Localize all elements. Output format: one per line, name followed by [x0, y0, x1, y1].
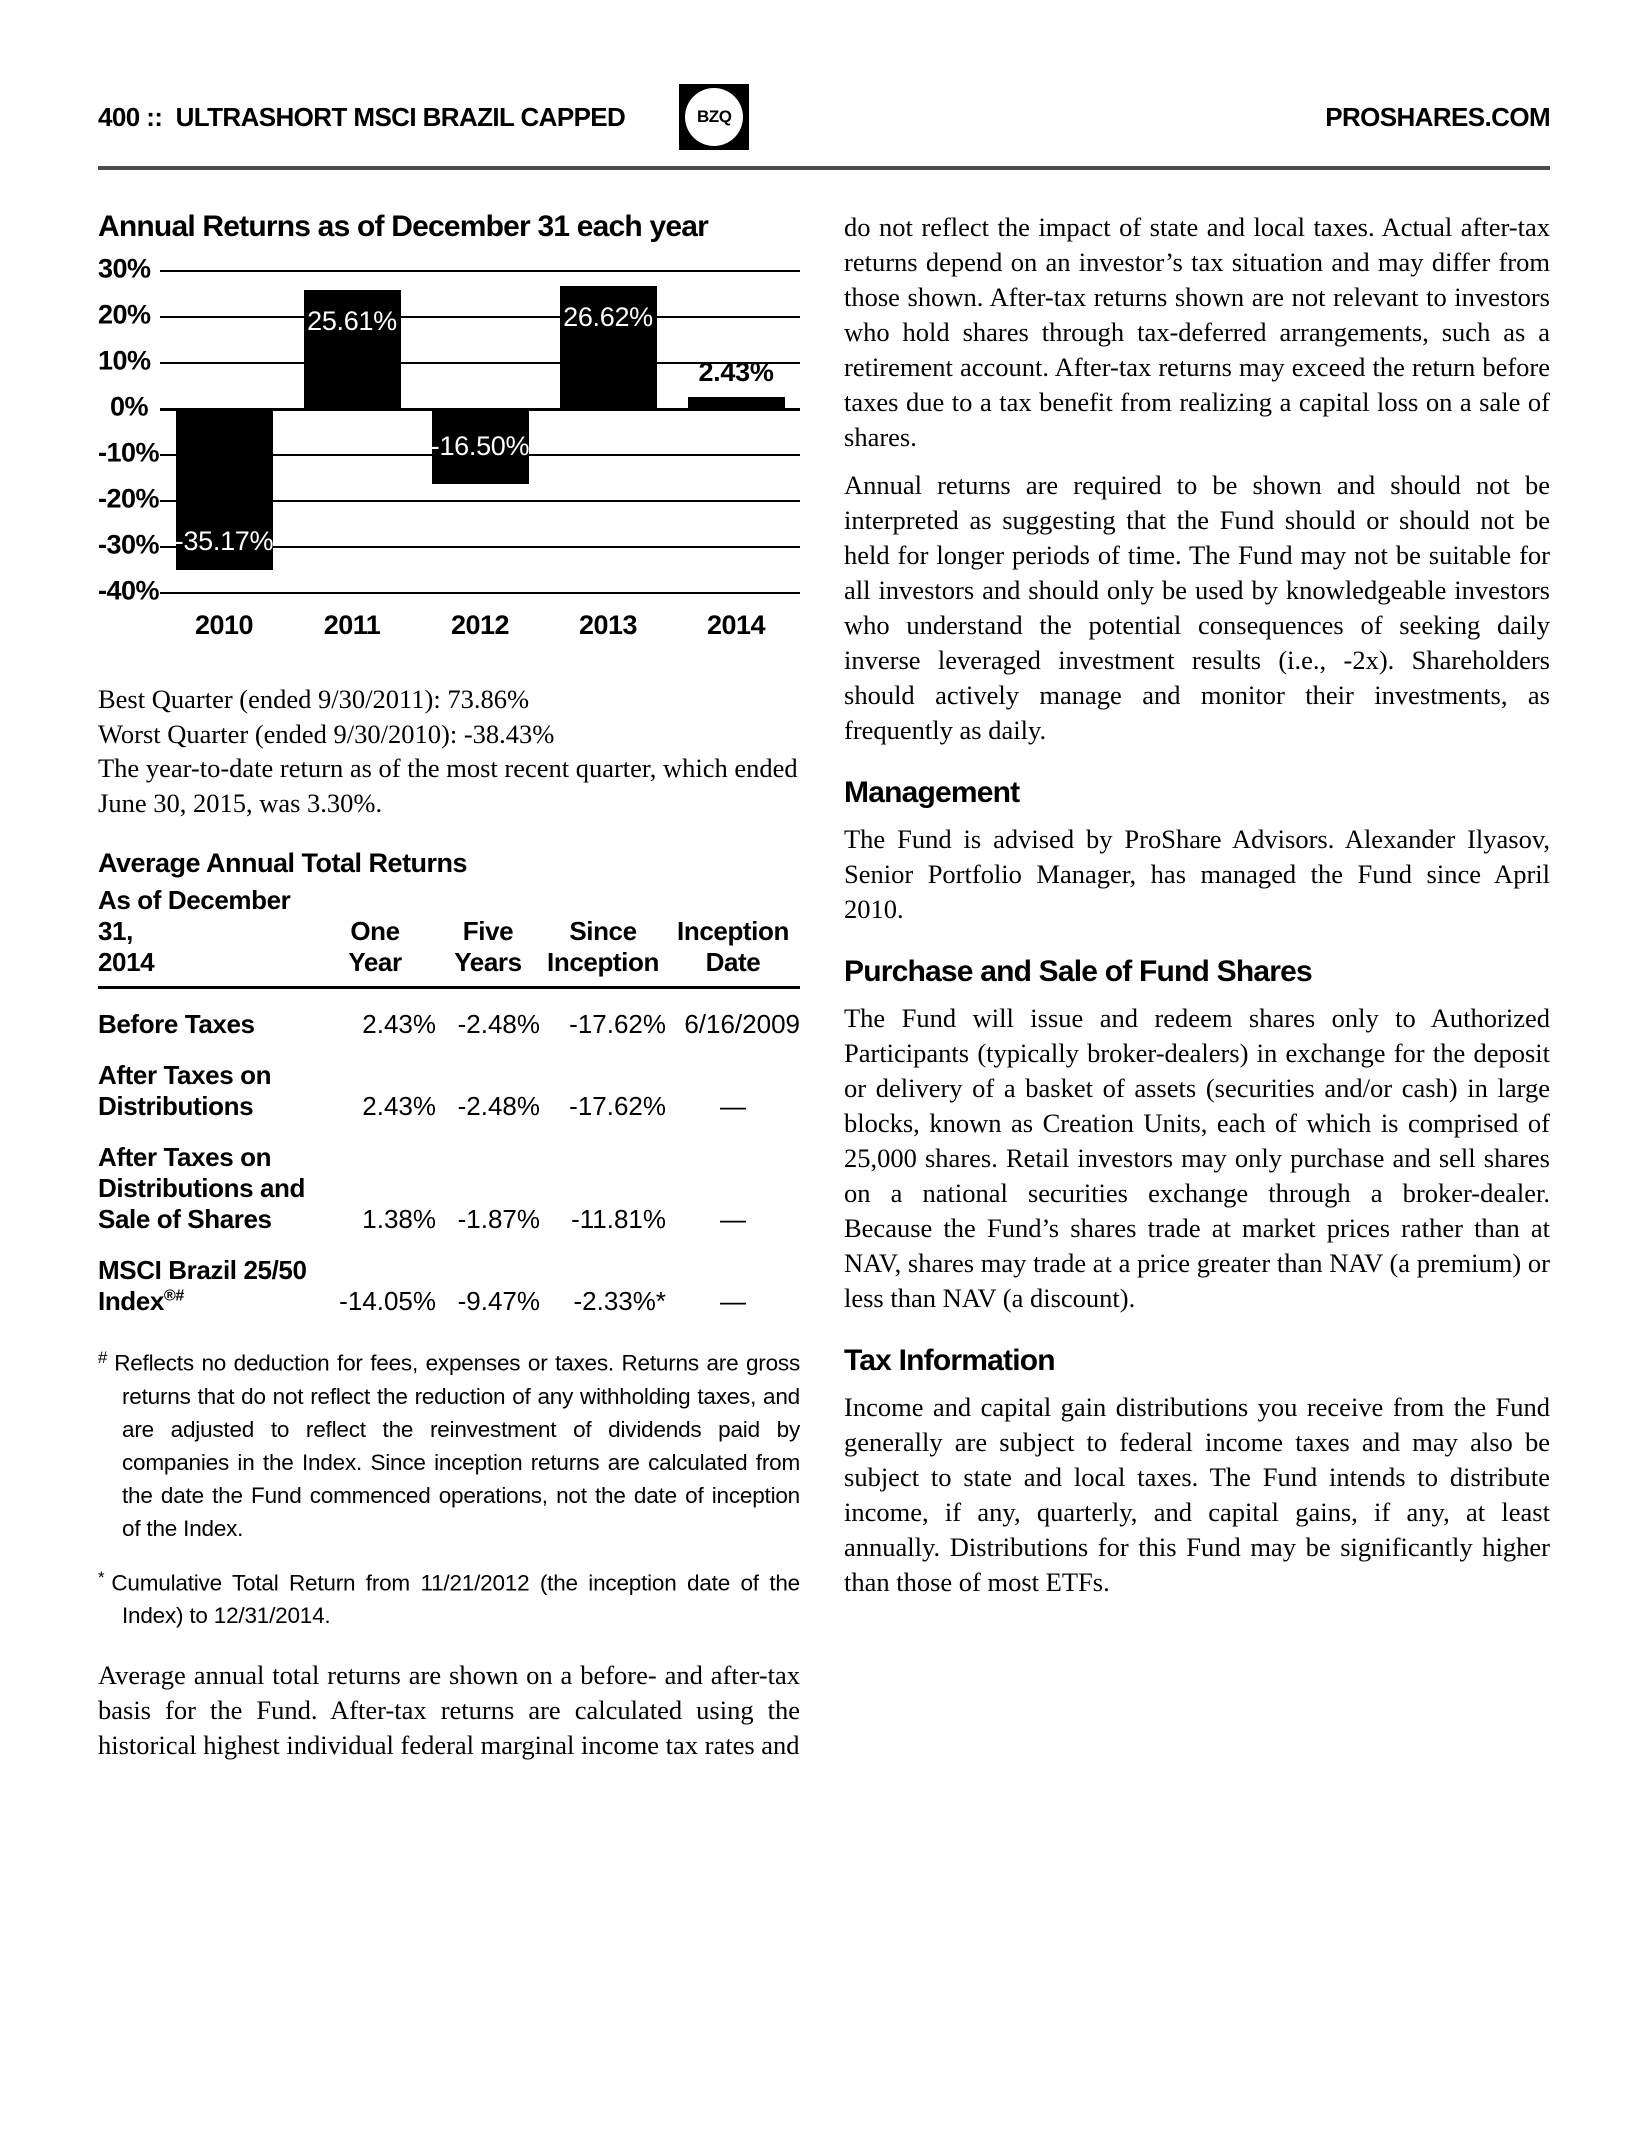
y-axis-tick-label: 20% — [98, 299, 151, 330]
footnote-text: Cumulative Total Return from 11/21/2012 (the inception date of the Index) to 12/31/2014. — [111, 1570, 800, 1629]
tax-information-paragraph: Income and capital gain distributions you receive from the Fund generally are subject to federal income taxes and may also be subject to state and local taxes. The Fund intends to distribute income, if any, quarterly, and capital gains, if any, at least annually. Distributions for this Fund may be significantly higher than those of most ETFs. — [844, 1392, 1550, 1597]
left-column — [98, 210, 800, 1763]
section-heading-purchase-sale: Purchase and Sale of Fund Shares — [844, 955, 1312, 988]
row-value: 2.43% — [362, 1009, 436, 1039]
table-row — [98, 988, 800, 1041]
row-value: — — [720, 1091, 746, 1121]
ticker-label: BZQ — [685, 88, 743, 146]
row-value: -2.48% — [457, 1091, 540, 1121]
y-axis-tick-label: 10% — [98, 345, 151, 376]
gridline — [160, 316, 800, 318]
row-value: -2.33%* — [573, 1286, 666, 1316]
row-label: After Taxes on Distributions — [98, 1060, 272, 1121]
footnote — [98, 1561, 800, 1633]
table-row — [98, 1040, 800, 1122]
bar-value-label: 2.43% — [698, 356, 774, 387]
bar-value-label: -16.50% — [430, 430, 530, 461]
x-axis-tick-label: 2014 — [706, 610, 766, 640]
quarter-performance-notes — [98, 682, 800, 820]
row-label: Before Taxes — [98, 1009, 255, 1039]
fund-name: ULTRASHORT MSCI BRAZIL CAPPED — [175, 101, 626, 132]
gridline — [160, 592, 800, 594]
ticker-badge — [679, 84, 749, 150]
bar-value-label: -35.17% — [174, 525, 274, 556]
bar-value-label: 26.62% — [563, 301, 653, 332]
row-value: — — [720, 1286, 746, 1316]
gridline — [160, 270, 800, 272]
row-value: -11.81% — [571, 1204, 666, 1234]
footnote-marker: * — [98, 1567, 105, 1587]
table-column-header: Since Inception — [540, 885, 666, 988]
header-separator: :: — [139, 101, 176, 132]
worst-quarter-note: Worst Quarter (ended 9/30/2010): -38.43% — [98, 718, 555, 749]
bar-2014 — [688, 397, 785, 408]
returns-table-heading: Average Annual Total Returns — [98, 848, 468, 878]
row-label: MSCI Brazil 25/50 Index®# — [98, 1255, 307, 1316]
table-column-header: Inception Date — [666, 885, 800, 988]
y-axis-tick-label: -20% — [98, 483, 160, 514]
table-header-asof: As of December 31, 2014 — [98, 885, 314, 988]
table-column-header: One Year — [314, 885, 436, 988]
ytd-return-note: The year-to-date return as of the most recent quarter, which ended June 30, 2015, was 3.30%. — [98, 753, 798, 818]
header-title — [98, 102, 625, 133]
average-annual-total-returns-table — [98, 885, 800, 1317]
row-value: -2.48% — [457, 1009, 540, 1039]
table-row — [98, 1122, 800, 1235]
page-number: 400 — [98, 101, 140, 132]
footnote — [98, 1341, 800, 1545]
x-axis-tick-label: 2010 — [194, 610, 254, 640]
management-paragraph: The Fund is advised by ProShare Advisors. Alexander Ilyasov, Senior Portfolio Manager, has managed the Fund since April 2010. — [844, 824, 1550, 924]
after-tax-intro-paragraph: Average annual total returns are shown on a before- and after-tax basis for the Fund. After-tax returns are calculated using the historical highest individual federal marginal income tax rates and — [98, 1660, 800, 1761]
section-heading-tax-information: Tax Information — [844, 1344, 1055, 1377]
footnote-marker: # — [98, 1348, 108, 1367]
x-axis-tick-label: 2012 — [450, 610, 510, 640]
row-value: -1.87% — [457, 1204, 540, 1234]
table-row — [98, 1235, 800, 1317]
footnote-text: Reflects no deduction for fees, expenses or taxes. Returns are gross returns that do not reflect the reduction of any withholding taxes, and are adjusted to reflect the reinvestment of dividends paid by companies in the Index. Since inception returns are calculated from the date the Fund commenced operations, not the date of inception of the Index. — [114, 1350, 800, 1541]
x-axis-tick-label: 2011 — [323, 610, 381, 640]
row-value: -9.47% — [457, 1286, 540, 1316]
row-value: -17.62% — [569, 1009, 666, 1039]
purchase-sale-paragraph: The Fund will issue and redeem shares only to Authorized Participants (typically broker-dealers) in exchange for the deposit or delivery of a basket of assets (securities and/or cash) in large blocks, known as Creation Units, each of which is comprised of 25,000 shares. Retail investors may only purchase and sell shares on a national securities exchange through a broker-dealer. Because the Fund’s shares trade at market prices rather than at NAV, shares may trade at a price greater than NAV (a premium) or less than NAV (a discount). — [844, 1003, 1550, 1313]
x-axis-tick-label: 2013 — [578, 610, 638, 640]
annual-returns-bar-chart — [98, 253, 800, 656]
footnotes-block — [98, 1341, 800, 1632]
chart-title: Annual Returns as of December 31 each year — [98, 210, 708, 243]
row-value: -14.05% — [339, 1286, 436, 1316]
page-header — [98, 84, 1550, 150]
row-value: 2.43% — [362, 1091, 436, 1121]
proshares-url: PROSHARES.COM — [1325, 101, 1550, 132]
row-label: After Taxes on Distributions and Sale of Shares — [98, 1142, 305, 1234]
y-axis-tick-label: 30% — [98, 253, 151, 284]
best-quarter-note: Best Quarter (ended 9/30/2011): 73.86% — [98, 684, 530, 714]
two-column-layout — [98, 210, 1550, 1763]
annual-returns-disclaimer-paragraph: Annual returns are required to be shown and should not be interpreted as suggesting that the Fund should or should not be held for longer periods of time. The Fund may not be suitable for all investors and should only be used by knowledgeable investors who understand the potential consequences of seeking daily inverse leveraged investment results (i.e., -2x). Shareholders should actively manage and monitor their investments, as frequently as daily. — [844, 470, 1550, 745]
right-column — [844, 210, 1550, 1763]
row-value: 6/16/2009 — [684, 1009, 800, 1039]
section-heading-management: Management — [844, 776, 1020, 809]
y-axis-tick-label: -30% — [98, 529, 160, 560]
y-axis-tick-label: 0% — [109, 391, 148, 422]
y-axis-tick-label: -10% — [98, 437, 160, 468]
table-column-header: Five Years — [436, 885, 540, 988]
header-rule — [98, 166, 1550, 170]
y-axis-tick-label: -40% — [98, 575, 160, 606]
after-tax-continuation-paragraph: do not reflect the impact of state and local taxes. Actual after-tax returns depend on an investor’s tax situation and may differ from those shown. After-tax returns shown are not relevant to investors who hold shares through tax-deferred arrangements, such as a retirement account. After-tax returns may exceed the return before taxes due to a tax benefit from realizing a capital loss on a sale of shares. — [844, 212, 1550, 452]
row-value: — — [720, 1204, 746, 1234]
row-value: 1.38% — [362, 1204, 436, 1234]
bar-value-label: 25.61% — [307, 306, 397, 337]
row-value: -17.62% — [569, 1091, 666, 1121]
